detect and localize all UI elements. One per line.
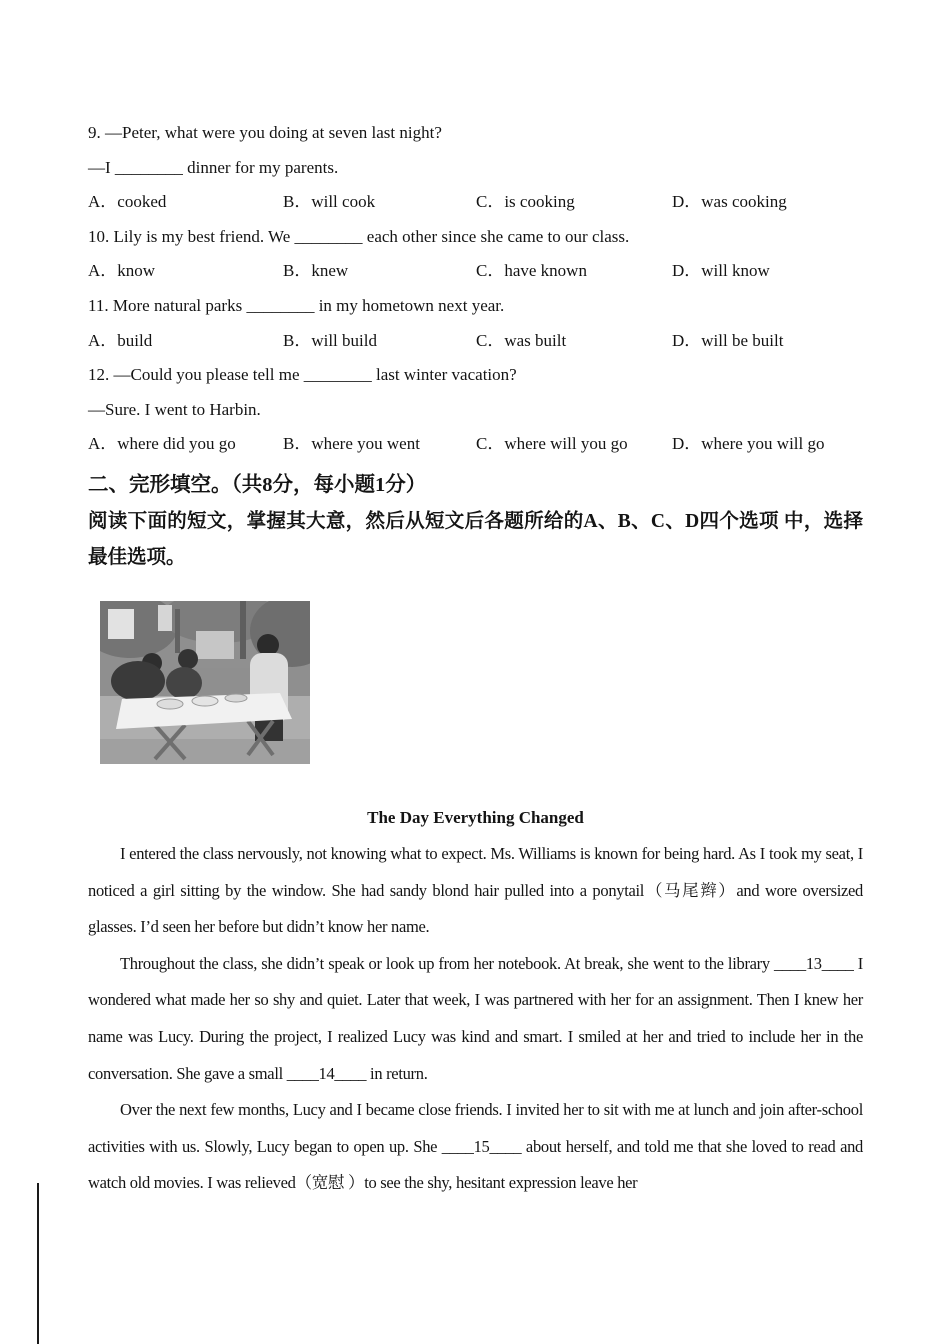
passage-paragraph-3: Over the next few months, Lucy and I became close friends. I invited her to sit with me at lunch and join after-school activities with us. Slowly, Lucy began to open up. She ____15____ about herself, and told me that she loved to read and watch old movies. I was relieved（宽慰 ）to see the shy, hesitant expression leave her [88,1100,863,1193]
question-11-option-a: A．build [88,330,153,350]
question-10-option-d: D．will know [672,261,770,281]
question-9-option-b: B．will cook [283,192,376,212]
question-12-option-b: B．where you went [283,434,420,454]
question-12-stem-line-1: 12. —Could you please tell me ________ last winter vacation? [88,365,517,385]
question-11-stem: 11. More natural parks ________ in my hometown next year. [88,295,505,315]
question-12-option-d: D．where you will go [672,434,825,454]
page-content [88,116,863,1202]
passage-title: The Day Everything Changed [367,807,584,827]
question-9-option-d: D．was cooking [672,192,787,212]
question-12-option-c: C．where will you go [476,434,628,454]
question-11-options [88,324,863,359]
question-10-option-c: C．have known [476,261,587,281]
question-10-option-b: B．knew [283,261,349,281]
question-9-options [88,185,863,220]
question-11-option-b: B．will build [283,330,377,350]
passage-paragraph-1: I entered the class nervously, not knowing what to expect. Ms. Williams is known for being hard. As I took my seat, I noticed a girl sitting by the window. She had sandy blond hair pulled into a ponytail（马尾辫）and wore oversized glasses. I’d seen her before but didn’t know her name. [88,843,863,937]
question-12-stem-line-2: —Sure. I went to Harbin. [88,399,261,419]
question-9-option-a: A．cooked [88,192,167,212]
question-10-options [88,254,863,289]
question-10-option-a: A．know [88,261,156,281]
students-at-outdoor-table-photo [100,601,310,764]
photo-image [100,601,310,764]
question-9-stem-line-2: —I ________ dinner for my parents. [88,157,339,177]
question-11-option-c: C．was built [476,330,567,350]
question-9-option-c: C．is cooking [476,192,575,212]
question-11-option-d: D．will be built [672,330,784,350]
scan-artifact-line [37,1183,39,1344]
question-12-options [88,427,863,462]
question-12-option-a: A．where did you go [88,434,236,454]
question-9-stem-line-1: 9. —Peter, what were you doing at seven last night? [88,123,442,142]
section-heading-cloze: 二、完形填空。（共8分，每小题1分） [88,473,427,496]
section-instruction: 阅读下面的短文，掌握其大意，然后从短文后各题所给的A、B、C、D四个选项 中，选择最佳选项。 [88,510,863,569]
passage-paragraph-2: Throughout the class, she didn’t speak or look up from her notebook. At break, she went to the library ____13____ I wondered what made her so shy and quiet. Later that week, I was partnered with her for an assignment. Then I knew her name was Lucy. During the project, I realized Lucy was kind and smart. I smiled at her and tried to include her in the conversation. She gave a small ____14____ in return. [88,953,863,1083]
question-10-stem: 10. Lily is my best friend. We ________ each other since she came to our class. [88,226,630,246]
